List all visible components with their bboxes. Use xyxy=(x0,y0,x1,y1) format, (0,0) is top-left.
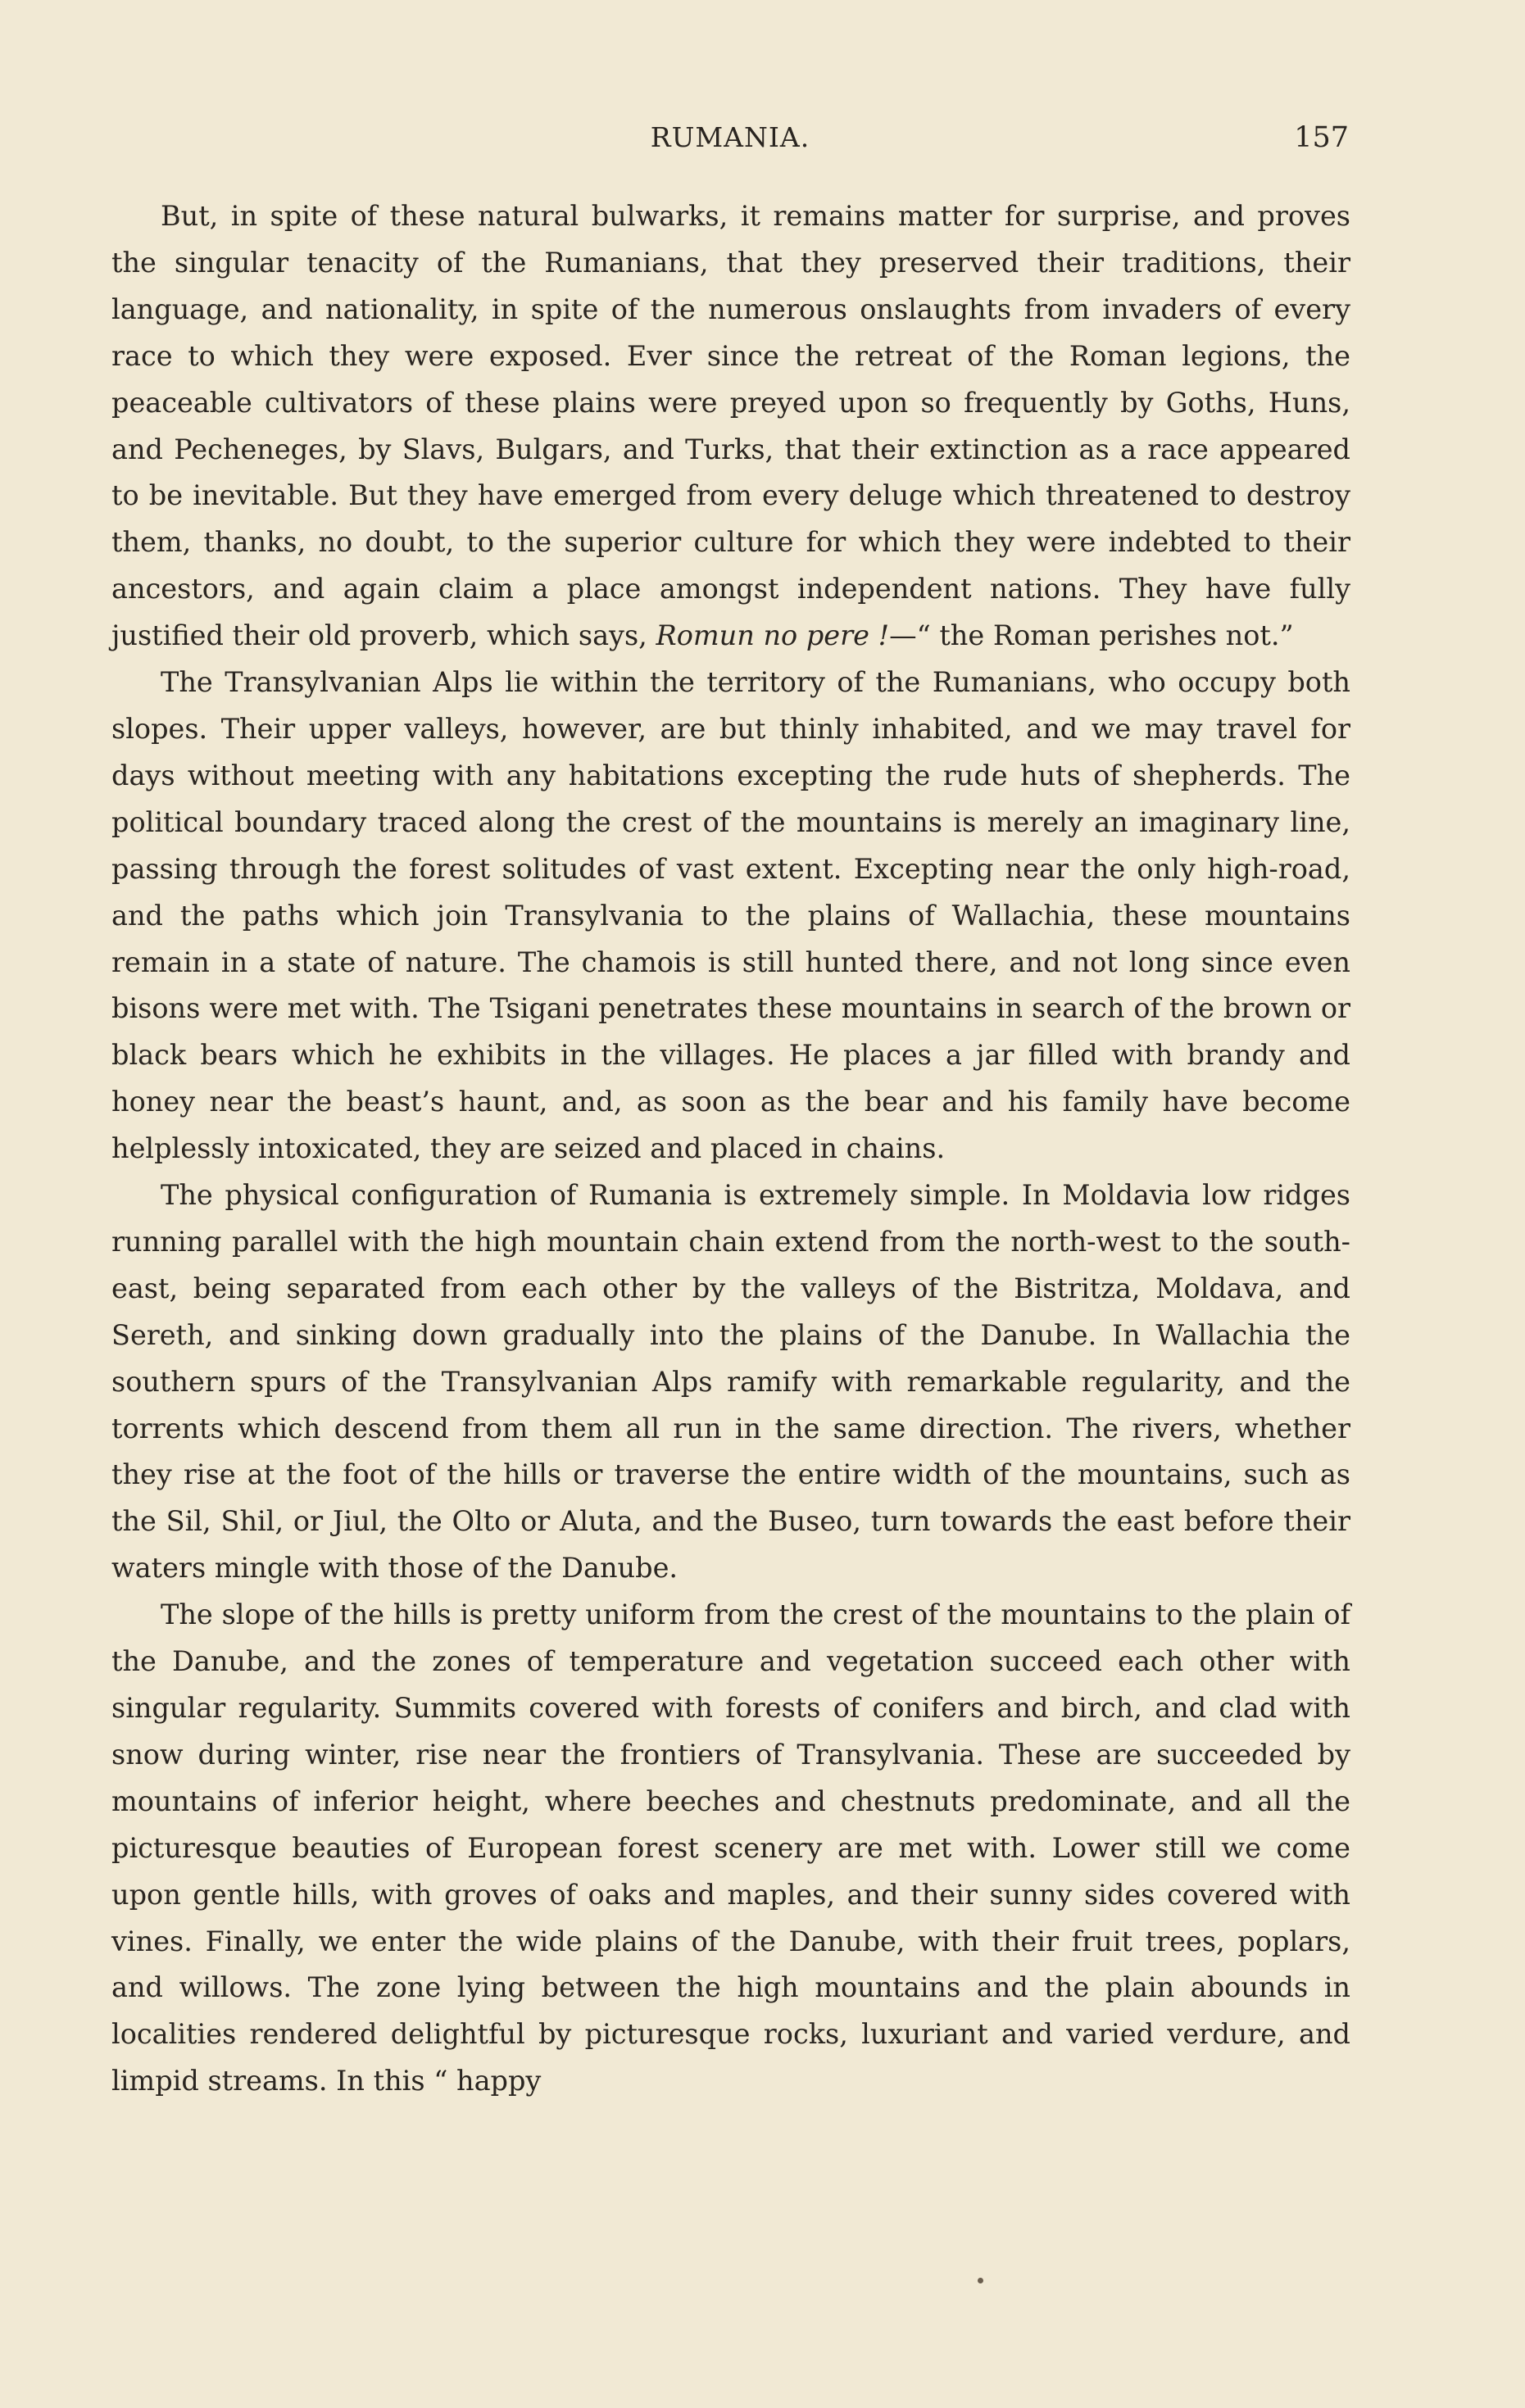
running-header xyxy=(111,121,1349,162)
paragraph: The slope of the hills is pretty uniform from the crest of the mountains to the plain of the Danube, and the zones of temperature and vegetation succeed each other with singular regularity. Summits covered with forests of conifers and birch, and clad with snow during winter, rise near the frontiers of Transylvania. These are succeeded by mountains of inferior height, where beeches and chestnuts predominate, and all the picturesque beauties of European forest scenery are met with. Lower still we come upon gentle hills, with groves of oaks and maples, and their sunny sides covered with vines. Finally, we enter the wide plains of the Danube, with their fruit trees, poplars, and willows. The zone lying between the high mountains and the plain abounds in localities rendered delightful by picturesque rocks, luxuriant and varied verdure, and limpid streams. In this “ happy xyxy=(111,1599,1350,2097)
paragraph: The physical configuration of Rumania is extremely simple. In Moldavia low ridges running parallel with the high mountain chain extend from the north-west to the south-east, being separated from each other by the valleys of the Bistritza, Moldava, and Sereth, and sinking down gradually into the plains of the Danube. In Wallachia the southern spurs of the Transylvanian Alps ramify with remarkable regularity, and the torrents which descend from them all run in the same direction. The rivers, whether they rise at the foot of the hills or traverse the entire width of the mountains, such as the Sil, Shil, or Jiul, the Olto or Aluta, and the Buseo, turn towards the east before their waters mingle with those of the Danube. xyxy=(111,1179,1350,1585)
paragraph: The Transylvanian Alps lie within the territory of the Rumanians, who occupy both slopes. Their upper valleys, however, are but thinly inhabited, and we may travel for days without meeting with any habitations excepting the rude huts of shepherds. The political boundary traced along the crest of the mountains is merely an imaginary line, passing through the forest solitudes of vast extent. Excepting near the only high-road, and the paths which join Transylvania to the plains of Wallachia, these mountains remain in a state of nature. The chamois is still hunted there, and not long since even bisons were met with. The Tsigani penetrates these mountains in search of the brown or black bears which he exhibits in the villages. He places a jar filled with brandy and honey near the beast’s haunt, and, as soon as the bear and his family have become helplessly intoxicated, they are seized and placed in chains. xyxy=(111,666,1350,1165)
body-text xyxy=(111,193,1350,2105)
latin-proverb: Romun no pere ! xyxy=(656,619,890,652)
page-number: 157 xyxy=(1294,121,1349,154)
proverb-translation: —“ the Roman perishes not.” xyxy=(889,619,1294,652)
paragraph-text: But, in spite of these natural bulwarks, it remains matter for surprise, and proves the singular tenacity of the Rumanians, that they preserved their traditions, their language, and nationality, in spite of the numerous onslaughts from invaders of every race to which they were exposed. Ever since the retreat of the Roman legions, the peaceable cultivators of these plains were preyed upon so frequently by Goths, Huns, and Pecheneges, by Slavs, Bulgars, and Turks, that their extinction as a race appeared to be inevitable. But they have emerged from every deluge which threatened to destroy them, thanks, no doubt, to the superior culture for which they were indebted to their ancestors, and again claim a place amongst independent nations. They have fully justified their old proverb, which says, xyxy=(111,200,1350,652)
ink-speck xyxy=(978,2278,983,2283)
paragraph xyxy=(111,193,1350,660)
running-title: RUMANIA. xyxy=(650,121,810,153)
